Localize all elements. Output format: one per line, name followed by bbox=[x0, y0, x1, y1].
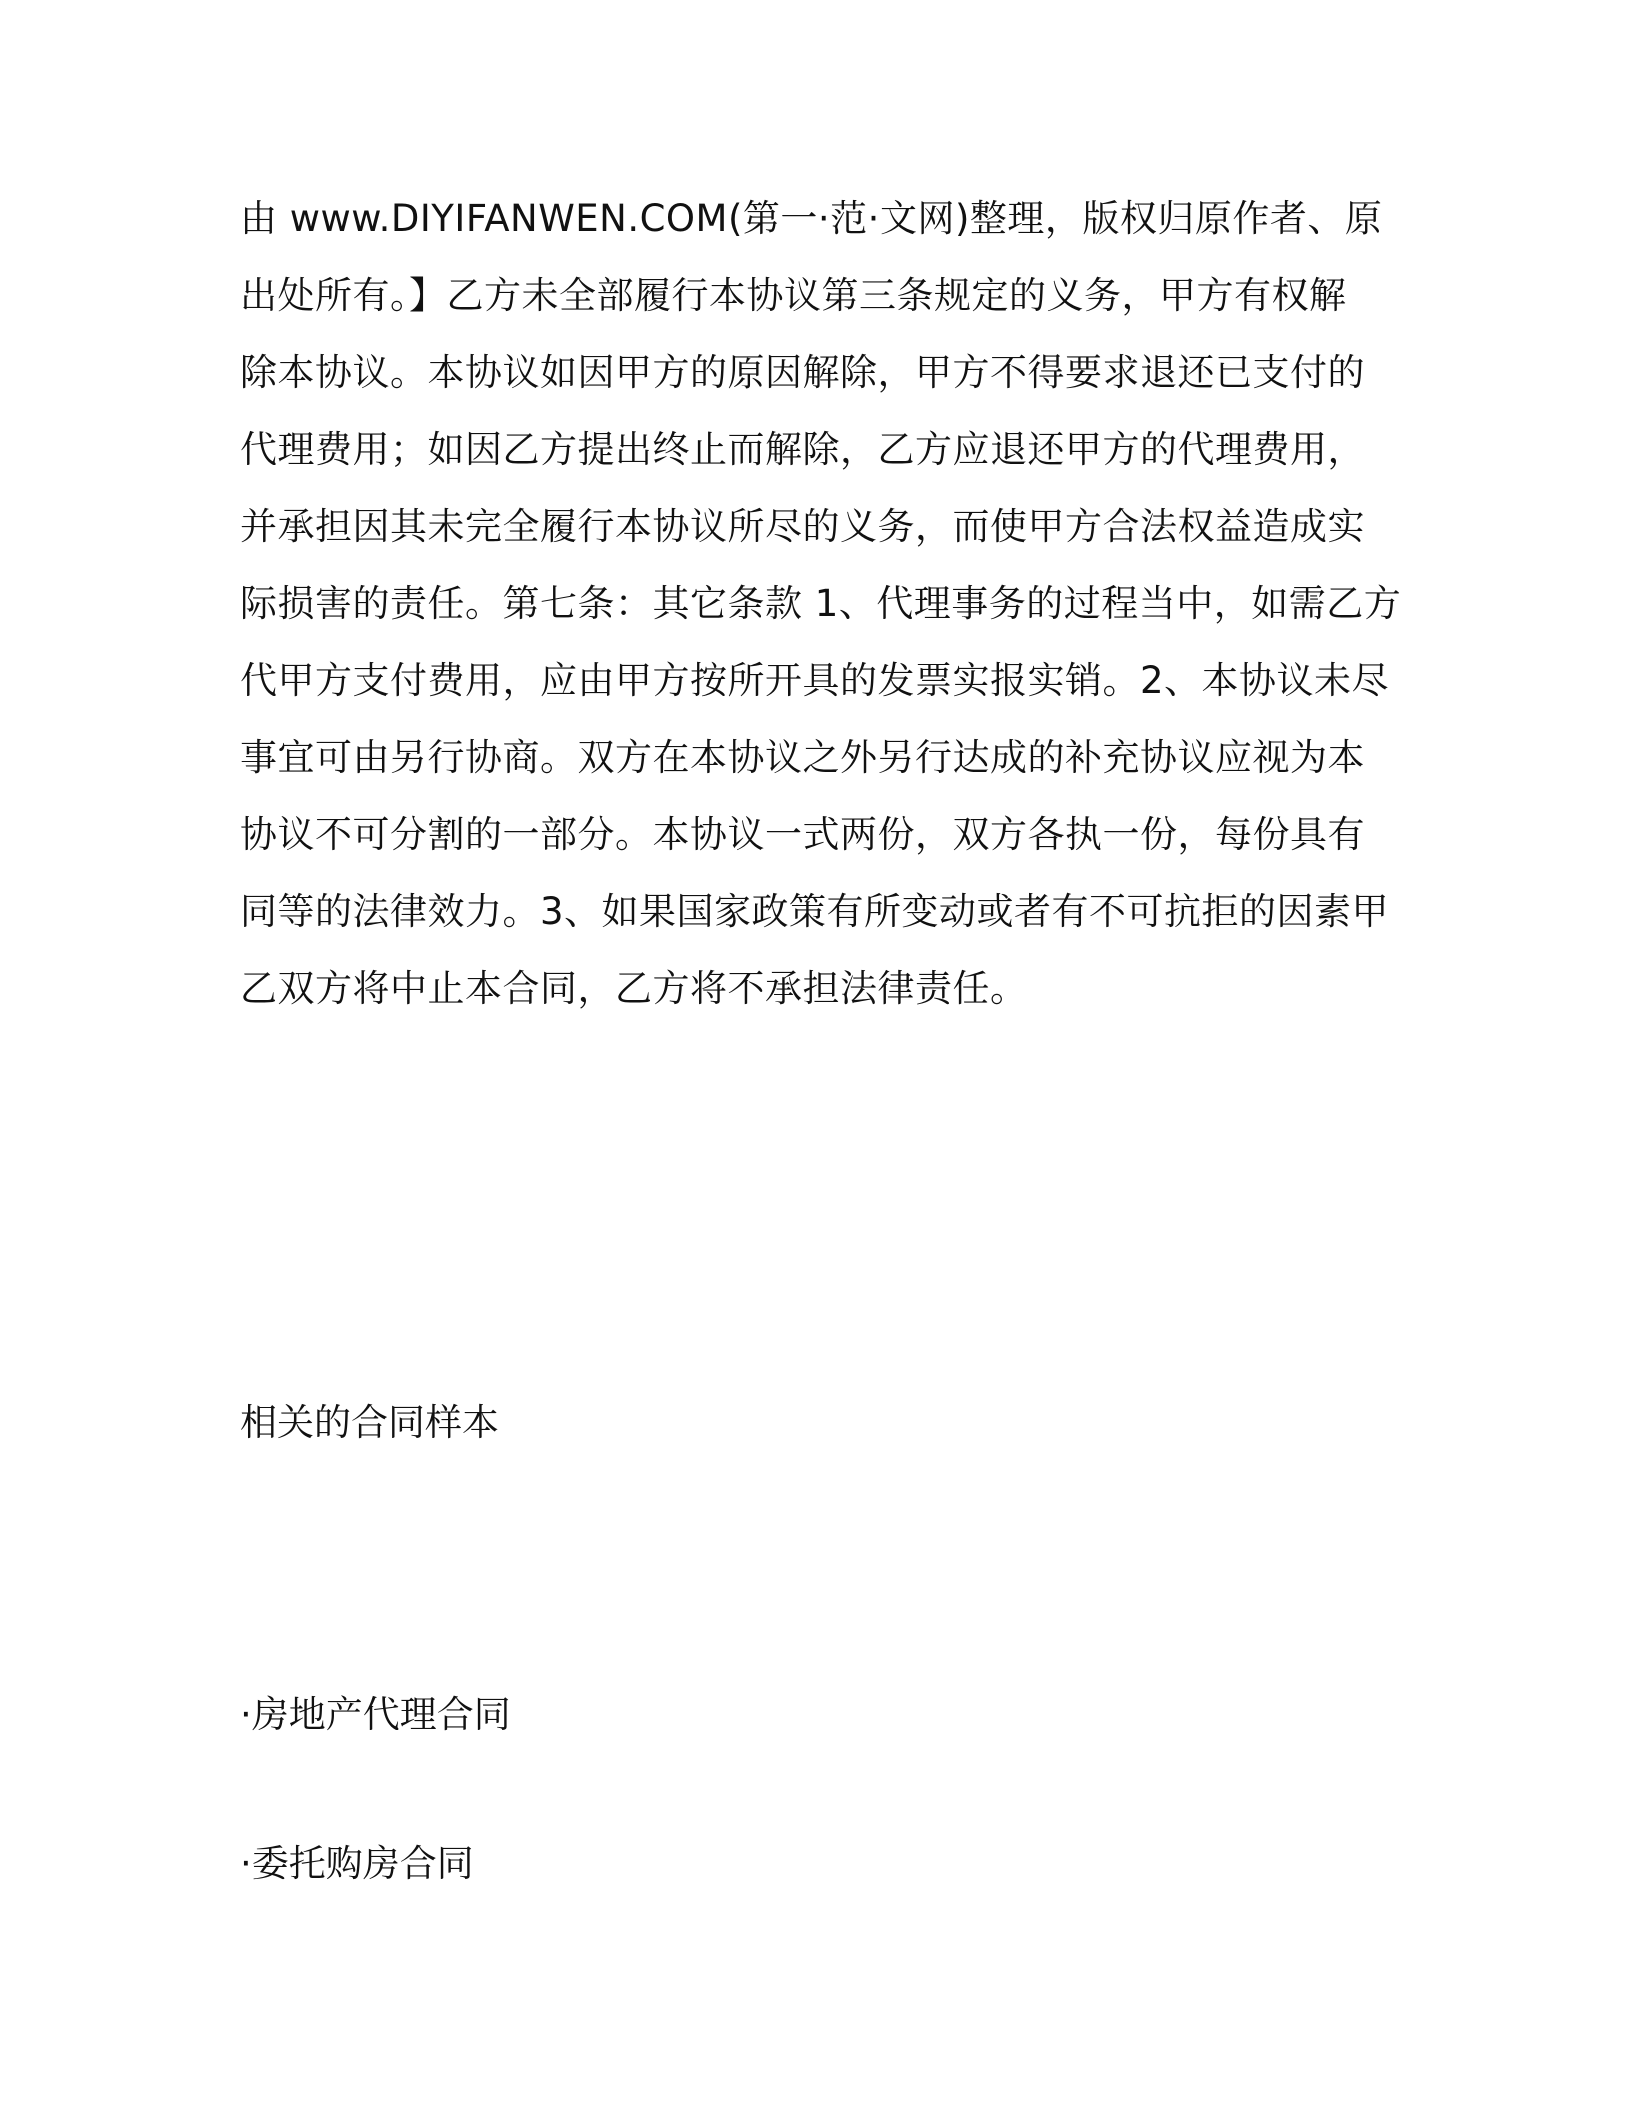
body-line: 代甲方支付费用，应由甲方按所开具的发票实报实销。2、本协议未尽 bbox=[240, 659, 1390, 702]
body-line: 除本协议。本协议如因甲方的原因解除，甲方不得要求退还已支付的 bbox=[240, 351, 1365, 394]
body-line: 协议不可分割的一部分。本协议一式两份，双方各执一份，每份具有 bbox=[240, 813, 1365, 856]
body-line: 际损害的责任。第七条：其它条款 1、代理事务的过程当中，如需乙方 bbox=[240, 582, 1402, 625]
body-line: 并承担因其未完全履行本协议所尽的义务，而使甲方合法权益造成实 bbox=[240, 505, 1365, 548]
body-line: 同等的法律效力。3、如果国家政策有所变动或者有不可抗拒的因素甲 bbox=[240, 890, 1390, 933]
body-line: 代理费用；如因乙方提出终止而解除，乙方应退还甲方的代理费用， bbox=[240, 428, 1365, 471]
body-line: 由 www.DIYIFANWEN.COM(第一·范·文网)整理，版权归原作者、原 bbox=[240, 197, 1383, 240]
body-line: 乙双方将中止本合同，乙方将不承担法律责任。 bbox=[240, 967, 1028, 1010]
body-line: 出处所有。】乙方未全部履行本协议第三条规定的义务，甲方有权解 bbox=[240, 274, 1347, 317]
body-line: 事宜可由另行协商。双方在本协议之外另行达成的补充协议应视为本 bbox=[240, 736, 1365, 779]
related-contract-link-entrusted-house-purchase[interactable]: ·委托购房合同 bbox=[240, 1842, 474, 1885]
related-contracts-heading: 相关的合同样本 bbox=[240, 1401, 499, 1444]
related-contract-link-real-estate-agency[interactable]: ·房地产代理合同 bbox=[240, 1693, 511, 1736]
